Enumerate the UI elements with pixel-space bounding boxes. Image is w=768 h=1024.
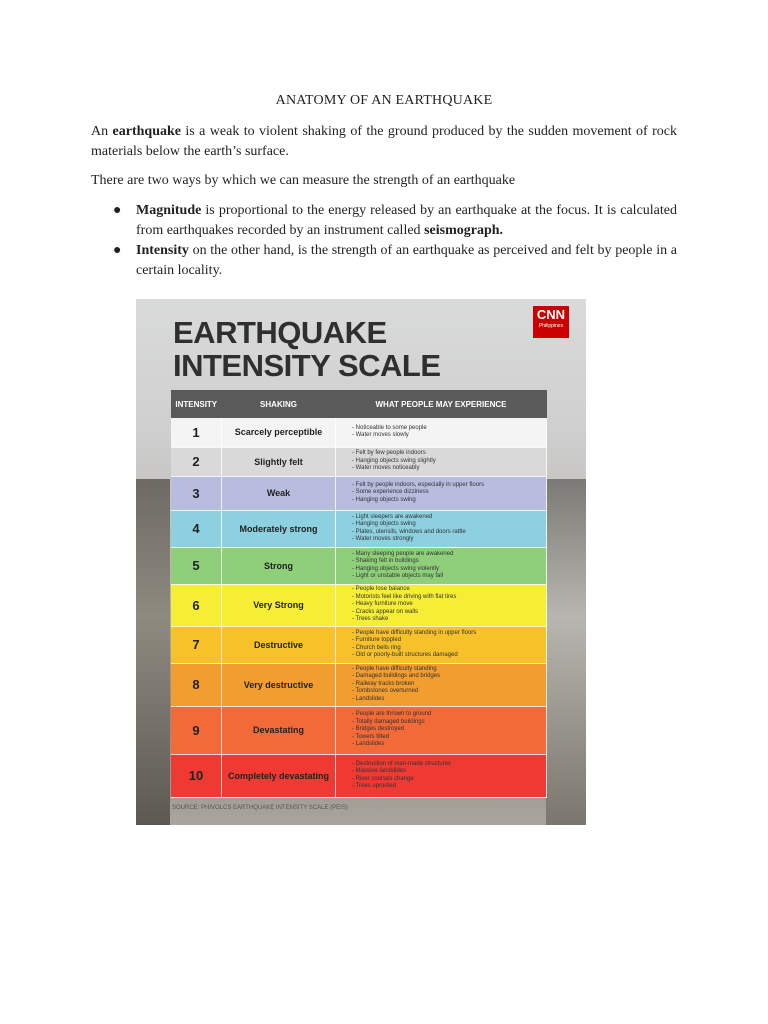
- shaking-description: Scarcely perceptible: [222, 418, 336, 447]
- header-experience: WHAT PEOPLE MAY EXPERIENCE: [336, 390, 547, 418]
- shaking-description: Strong: [222, 547, 336, 584]
- shaking-description: Very Strong: [222, 584, 336, 626]
- experience-item: - Shaking felt in buildings: [352, 558, 419, 565]
- intensity-level: 4: [171, 510, 222, 547]
- intro-prefix: An: [91, 124, 113, 139]
- shaking-description: Very destructive: [222, 663, 336, 706]
- intensity-level: 1: [171, 418, 222, 447]
- infographic-headline: [173, 316, 441, 382]
- experience-item: - Massive landslides: [352, 768, 407, 775]
- experience-item: - Hanging objects swing: [352, 496, 416, 503]
- experience-item: - Motorists feel like driving with flat tires: [352, 593, 457, 600]
- experience-item: - Trees uprooted: [352, 782, 397, 789]
- experience-item: - Landslides: [352, 695, 385, 702]
- experience-list: [336, 706, 547, 754]
- shaking-description: Completely devastating: [222, 754, 336, 797]
- experience-item: - Light or unstable objects may fall: [352, 572, 444, 579]
- experience-item: - Water moves slowly: [352, 432, 409, 439]
- table-row: [171, 626, 547, 663]
- header-intensity: INTENSITY: [171, 390, 222, 418]
- experience-list: [336, 584, 547, 626]
- experience-item: - Towers tilted: [352, 733, 389, 740]
- experience-item: - Light sleepers are awakened: [352, 513, 433, 520]
- table-row: [171, 510, 547, 547]
- bullet-dot-icon: ●: [113, 203, 122, 218]
- intensity-table: [171, 390, 547, 798]
- magnitude-term: Magnitude: [136, 203, 202, 218]
- experience-item: - Many sleeping people are awakened: [352, 550, 454, 557]
- experience-item: - Water moves strongly: [352, 535, 414, 542]
- table-row: [171, 447, 547, 476]
- background-rubble-right: [546, 479, 586, 825]
- intensity-level: 9: [171, 706, 222, 754]
- experience-item: - Hanging objects swing violently: [352, 565, 440, 572]
- experience-item: - People are thrown to ground: [352, 711, 432, 718]
- experience-list: [336, 663, 547, 706]
- experience-item: - Old or poorly-built structures damaged: [352, 651, 458, 658]
- intensity-level: 10: [171, 754, 222, 797]
- shaking-description: Moderately strong: [222, 510, 336, 547]
- headline-line2: INTENSITY SCALE: [173, 348, 441, 383]
- intro-rest: is a weak to violent shaking of the ground produced by the sudden movement of rock materials below the earth’s surface.: [91, 124, 677, 159]
- measurement-list: [91, 201, 677, 281]
- intensity-text: on the other hand, is the strength of an earthquake as perceived and felt by people in a certain locality.: [136, 243, 677, 278]
- shaking-description: Slightly felt: [222, 447, 336, 476]
- earthquake-definition: [91, 122, 677, 162]
- experience-list: [336, 754, 547, 797]
- experience-item: - People have difficulty standing: [352, 665, 437, 672]
- table-row: [171, 584, 547, 626]
- experience-item: - Felt by few people indoors: [352, 450, 426, 457]
- intensity-level: 6: [171, 584, 222, 626]
- experience-item: - Water moves noticeably: [352, 465, 420, 472]
- experience-item: - Furniture toppled: [352, 637, 402, 644]
- experience-item: - Church bells ring: [352, 644, 401, 651]
- headline-line1: EARTHQUAKE: [173, 315, 387, 350]
- earthquake-term: earthquake: [112, 124, 181, 139]
- experience-item: - Some experience dizziness: [352, 489, 429, 496]
- experience-item: - Hanging objects swing slightly: [352, 457, 436, 464]
- intensity-term: Intensity: [136, 243, 189, 258]
- document-title: ANATOMY OF AN EARTHQUAKE: [275, 93, 493, 108]
- shaking-description: Devastating: [222, 706, 336, 754]
- experience-item: - Landslides: [352, 741, 385, 748]
- shaking-description: Destructive: [222, 626, 336, 663]
- experience-item: - Plates, utensils, windows and doors rattle: [352, 528, 466, 535]
- experience-item: - Hanging objects swing: [352, 521, 416, 528]
- cnn-logo: [533, 306, 569, 338]
- table-body: [171, 418, 547, 797]
- shaking-description: Weak: [222, 476, 336, 510]
- table-row: [171, 706, 547, 754]
- header-shaking: SHAKING: [222, 390, 336, 418]
- experience-item: - Noticeable to some people: [352, 424, 427, 431]
- table-row: [171, 547, 547, 584]
- source-note: SOURCE: PHIVOLCS EARTHQUAKE INTENSITY SCALE (PEIS): [172, 805, 348, 811]
- measurement-intro: There are two ways by which we can measure the strength of an earthquake: [91, 173, 516, 188]
- experience-list: [336, 547, 547, 584]
- experience-list: [336, 510, 547, 547]
- experience-item: - Felt by people indoors, especially in upper floors: [352, 481, 485, 488]
- experience-item: - Damaged buildings and bridges: [352, 673, 441, 680]
- table-row: [171, 476, 547, 510]
- experience-item: - Trees shake: [352, 616, 389, 623]
- experience-item: - Railway tracks broken: [352, 680, 415, 687]
- cnn-logo-text: CNN: [536, 307, 566, 322]
- bullet-magnitude: [91, 201, 677, 241]
- experience-list: [336, 626, 547, 663]
- experience-item: - Totally damaged buildings: [352, 718, 425, 725]
- bullet-dot-icon: ●: [113, 243, 122, 258]
- experience-item: - People lose balance: [352, 586, 410, 593]
- cnn-logo-sub: Philippines: [538, 323, 564, 329]
- table-header-row: [171, 390, 547, 418]
- experience-item: - Heavy furniture move: [352, 601, 413, 608]
- table-row: [171, 663, 547, 706]
- intensity-level: 2: [171, 447, 222, 476]
- experience-item: - River courses change: [352, 775, 414, 782]
- experience-item: - Tombstones overturned: [352, 688, 419, 695]
- magnitude-text: is proportional to the energy released by an earthquake at the focus. It is calculated from earthquakes recorded by an instrument called: [136, 203, 677, 238]
- intensity-level: 8: [171, 663, 222, 706]
- intensity-level: 7: [171, 626, 222, 663]
- experience-list: [336, 418, 547, 447]
- experience-item: - Cracks appear on walls: [352, 608, 419, 615]
- experience-list: [336, 476, 547, 510]
- experience-list: [336, 447, 547, 476]
- seismograph-term: seismograph.: [424, 223, 504, 238]
- intensity-level: 5: [171, 547, 222, 584]
- experience-item: - Bridges destroyed: [352, 726, 405, 733]
- bullet-intensity: [91, 241, 677, 281]
- experience-item: - People have difficulty standing in upper floors: [352, 629, 477, 636]
- table-row: [171, 754, 547, 797]
- intensity-level: 3: [171, 476, 222, 510]
- intensity-scale-infographic: [136, 299, 586, 825]
- experience-item: - Destruction of man-made structures: [352, 760, 452, 767]
- table-row: [171, 418, 547, 447]
- background-rubble-left: [136, 479, 170, 825]
